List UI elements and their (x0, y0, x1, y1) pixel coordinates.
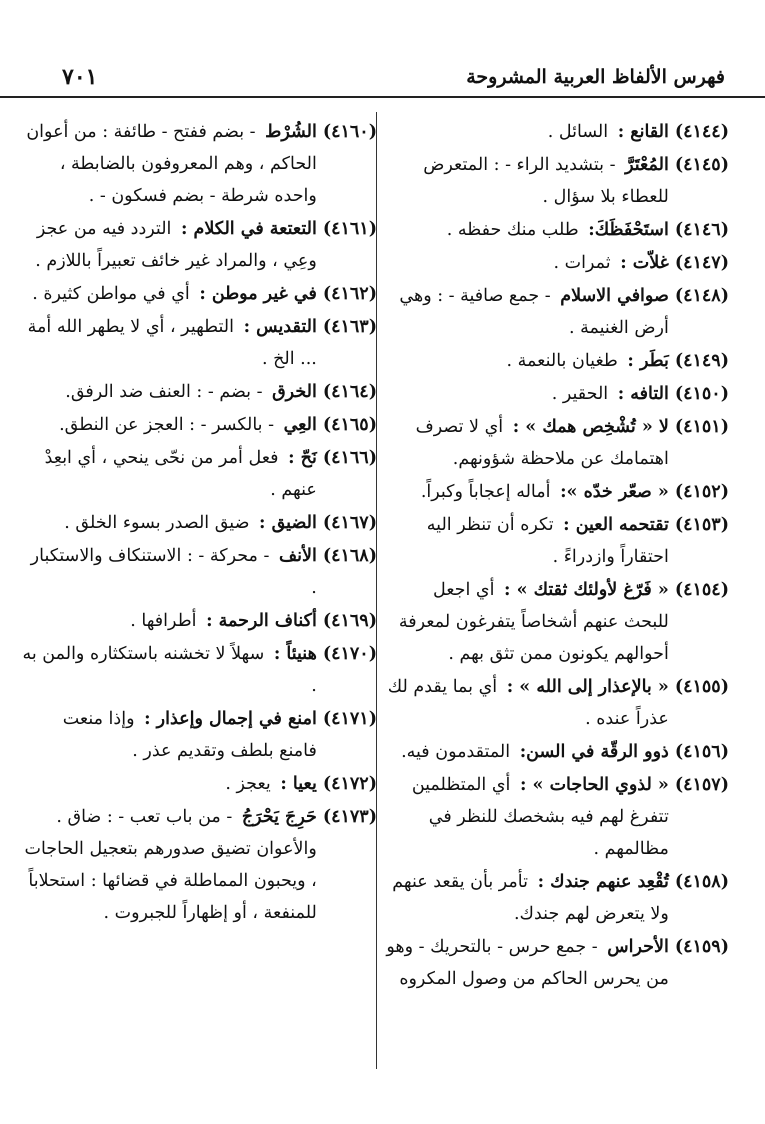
glossary-entry (20, 278, 377, 310)
entry-term: الخرق (272, 382, 317, 402)
entry-text (384, 345, 669, 377)
entry-text (384, 866, 669, 930)
glossary-entry (384, 345, 729, 377)
entry-term: حَرِجَ يَحْرَجُ (241, 807, 317, 827)
glossary-entry (384, 247, 729, 279)
glossary-entry (384, 769, 729, 865)
entry-number: (٤١٥٤) (674, 580, 729, 600)
entry-text (20, 605, 317, 637)
glossary-entry (384, 280, 729, 344)
entry-number: (٤١٥٢) (674, 482, 729, 502)
glossary-entry (384, 476, 729, 508)
entry-text (384, 378, 669, 410)
glossary-entry (20, 540, 377, 604)
entry-text (384, 476, 669, 508)
glossary-entry (384, 866, 729, 930)
entry-text (384, 411, 669, 475)
entry-text (384, 214, 669, 246)
entry-term: أكناف الرحمة : (206, 611, 317, 631)
entry-number: (٤١٦٤) (322, 382, 377, 402)
entry-definition: - بتشديد الراء - : المتعرض للعطاء بلا سؤال . (423, 155, 669, 207)
running-title: فهرس الألفاظ العربية المشروحة (466, 66, 725, 88)
glossary-entry (20, 116, 377, 212)
entry-text (20, 703, 317, 767)
glossary-entry (384, 149, 729, 213)
glossary-entry (384, 574, 729, 670)
entry-number: (٤١٥٨) (674, 872, 729, 892)
glossary-entry (20, 213, 377, 277)
entry-definition: أماله إعجاباً وكبراً. (420, 482, 551, 502)
entry-definition: ثمرات . (553, 253, 611, 273)
glossary-entry (20, 801, 377, 929)
entry-definition: طلب منك حفظه . (446, 220, 579, 240)
glossary-entry (384, 214, 729, 246)
entry-definition: - جمع صافية - : وهي أرض الغنيمة . (399, 286, 669, 338)
entry-text (20, 409, 317, 441)
entry-definition: الحقير . (551, 384, 609, 404)
entry-number: (٤١٦٥) (322, 415, 377, 435)
entry-definition: أي المتظلمين تتفرغ لهم فيه بشخصك للنظر في مظالمهم . (411, 775, 669, 859)
entry-definition: يعجز . (225, 774, 271, 794)
entry-term: التعتعة في الكلام : (180, 219, 317, 239)
entry-definition: فعل أمر من نحّى ينحي ، أي ابعِدْ عنهم . (44, 448, 317, 500)
entry-number: (٤١٥٥) (674, 677, 729, 697)
entry-term: ذوو الرقّة في السن: (519, 742, 669, 762)
entry-term: في غير موطن : (199, 284, 317, 304)
entry-definition: المتقدمون فيه. (401, 742, 511, 762)
entry-number: (٤١٤٩) (674, 351, 729, 371)
entry-term: غلاّت : (620, 253, 669, 273)
entry-term: القانع : (617, 122, 669, 142)
right-column (384, 116, 729, 996)
entry-term: تُقْعِد عنهم جندك : (537, 872, 669, 892)
left-column (20, 116, 377, 930)
entry-text (20, 507, 317, 539)
glossary-entry (384, 931, 729, 995)
glossary-entry (384, 116, 729, 148)
entry-definition: - جمع حرس - بالتحريك - وهو من يحرس الحاكم من وصول المكروه (386, 937, 669, 989)
entry-term: « بالإعذار إلى الله » : (506, 677, 669, 697)
entry-definition: ضيق الصدر بسوء الخلق . (64, 513, 250, 533)
entry-number: (٤١٧٣) (322, 807, 377, 827)
entry-definition: أطرافها . (130, 611, 197, 631)
entry-term: المُعْتَرَّ (625, 155, 669, 175)
entry-text (384, 736, 669, 768)
entry-definition: سهلاً لا تخشنه باستكثاره والمن به . (22, 644, 317, 696)
entry-term: استَحْفَظَكَ: (588, 220, 669, 240)
entry-term: يعيا : (280, 774, 317, 794)
glossary-entry (20, 409, 377, 441)
entry-term: لا « تُشْخِص همك » : (512, 417, 669, 437)
glossary-entry (20, 507, 377, 539)
glossary-entry (20, 311, 377, 375)
entry-term: نَحّ : (288, 448, 317, 468)
entry-number: (٤١٤٤) (674, 122, 729, 142)
entry-term: هنيئاً : (273, 644, 317, 664)
entry-term: « فَرّغ لأولئك ثقتك » : (504, 580, 669, 600)
entry-number: (٤١٦١) (322, 219, 377, 239)
entry-number: (٤١٦٦) (322, 448, 377, 468)
glossary-entry (20, 768, 377, 800)
entry-number: (٤١٥٠) (674, 384, 729, 404)
entry-number: (٤١٦٧) (322, 513, 377, 533)
glossary-entry (20, 703, 377, 767)
entry-text (384, 769, 669, 865)
entry-text (20, 801, 317, 929)
entry-term: العِي (283, 415, 317, 435)
entry-number: (٤١٤٥) (674, 155, 729, 175)
entry-number: (٤١٦٩) (322, 611, 377, 631)
entry-definition: تكره أن تنظر اليه احتقاراً وازدراءً . (426, 515, 669, 567)
entry-text (20, 442, 317, 506)
entry-definition: - من باب تعب - : ضاق . والأعوان تضيق صدورهم بتعجيل الحاجات ، ويحبون المماطلة في قضائها : استحلاباً للمنفعة ، أو إظهاراً للجبروت . (24, 807, 317, 923)
entry-number: (٤١٧٠) (322, 644, 377, 664)
entry-definition: التطهير ، أي لا يطهر الله أمة ... الخ . (27, 317, 317, 369)
entry-definition: أي لا تصرف اهتمامك عن ملاحظة شؤونهم. (415, 417, 669, 469)
entry-text (384, 931, 669, 995)
entry-text (20, 116, 317, 212)
glossary-entry (384, 411, 729, 475)
entry-text (20, 768, 317, 800)
entry-definition: - محركة - : الاستنكاف والاستكبار . (30, 546, 317, 598)
entry-number: (٤١٤٧) (674, 253, 729, 273)
entry-term: التافه : (617, 384, 669, 404)
entry-definition: وإذا منعت فامنع بلطف وتقديم عذر . (62, 709, 317, 761)
entry-definition: أي اجعل للبحث عنهم أشخاصاً يتفرغون لمعرفة أحوالهم يكونون ممن تثق بهم . (398, 580, 669, 664)
page-number: ٧٠١ (62, 64, 98, 90)
entry-definition: طغيان بالنعمة . (506, 351, 618, 371)
entry-term: بَطَر : (627, 351, 669, 371)
entry-number: (٤١٧١) (322, 709, 377, 729)
entry-text (20, 213, 317, 277)
entry-number: (٤١٥٧) (674, 775, 729, 795)
entry-number: (٤١٦٣) (322, 317, 377, 337)
entry-text (20, 278, 317, 310)
entry-number: (٤١٦٠) (322, 122, 377, 142)
entry-number: (٤١٤٨) (674, 286, 729, 306)
entry-text (20, 376, 317, 408)
entry-text (20, 540, 317, 604)
glossary-entry (384, 509, 729, 573)
entry-text (384, 149, 669, 213)
entry-text (384, 247, 669, 279)
entry-definition: - بضم - : العنف ضد الرفق. (65, 382, 263, 402)
entry-term: « صعّر خدّه »: (560, 482, 669, 502)
entry-term: امنع في إجمال وإعذار : (144, 709, 317, 729)
glossary-entry (20, 442, 377, 506)
entry-text (384, 280, 669, 344)
entry-term: الضيق : (259, 513, 317, 533)
glossary-entry (20, 376, 377, 408)
entry-definition: التردد فيه من عجز وعِي ، والمراد غير خائف تعبيراً باللازم . (35, 219, 317, 271)
entry-definition: السائل . (547, 122, 609, 142)
entry-number: (٤١٥٩) (674, 937, 729, 957)
glossary-entry (384, 736, 729, 768)
entry-term: الأحراس (607, 937, 669, 957)
glossary-entry (20, 638, 377, 702)
entry-term: التقديس : (243, 317, 317, 337)
header-rule (0, 96, 765, 98)
entry-definition: تأمر بأن يقعد عنهم ولا يتعرض لهم جندك. (392, 872, 669, 924)
entry-text (384, 574, 669, 670)
entry-number: (٤١٥١) (674, 417, 729, 437)
entry-text (20, 638, 317, 702)
entry-number: (٤١٦٢) (322, 284, 377, 304)
entry-text (384, 671, 669, 735)
entry-term: « لذوي الحاجات » : (520, 775, 669, 795)
glossary-entry (384, 671, 729, 735)
entry-term: الشُرْط (265, 122, 317, 142)
entry-definition: - بالكسر - : العجز عن النطق. (59, 415, 275, 435)
entry-text (20, 311, 317, 375)
entry-number: (٤١٥٣) (674, 515, 729, 535)
entry-definition: أي في مواطن كثيرة . (32, 284, 190, 304)
entry-term: تقتحمه العين : (563, 515, 669, 535)
entry-number: (٤١٤٦) (674, 220, 729, 240)
page-header (62, 62, 725, 96)
entry-term: صوافي الاسلام (560, 286, 669, 306)
entry-text (384, 116, 669, 148)
entry-number: (٤١٦٨) (322, 546, 377, 566)
entry-text (384, 509, 669, 573)
glossary-entry (20, 605, 377, 637)
entry-number: (٤١٧٢) (322, 774, 377, 794)
entry-number: (٤١٥٦) (674, 742, 729, 762)
entry-definition: أي بما يقدم لك عذراً عنده . (387, 677, 669, 729)
entry-definition: - بضم ففتح - طائفة : من أعوان الحاكم ، وهم المعروفون بالضابطة ، واحده شرطة - بضم فسكون - . (26, 122, 317, 206)
entry-term: الأنف (278, 546, 317, 566)
glossary-entry (384, 378, 729, 410)
